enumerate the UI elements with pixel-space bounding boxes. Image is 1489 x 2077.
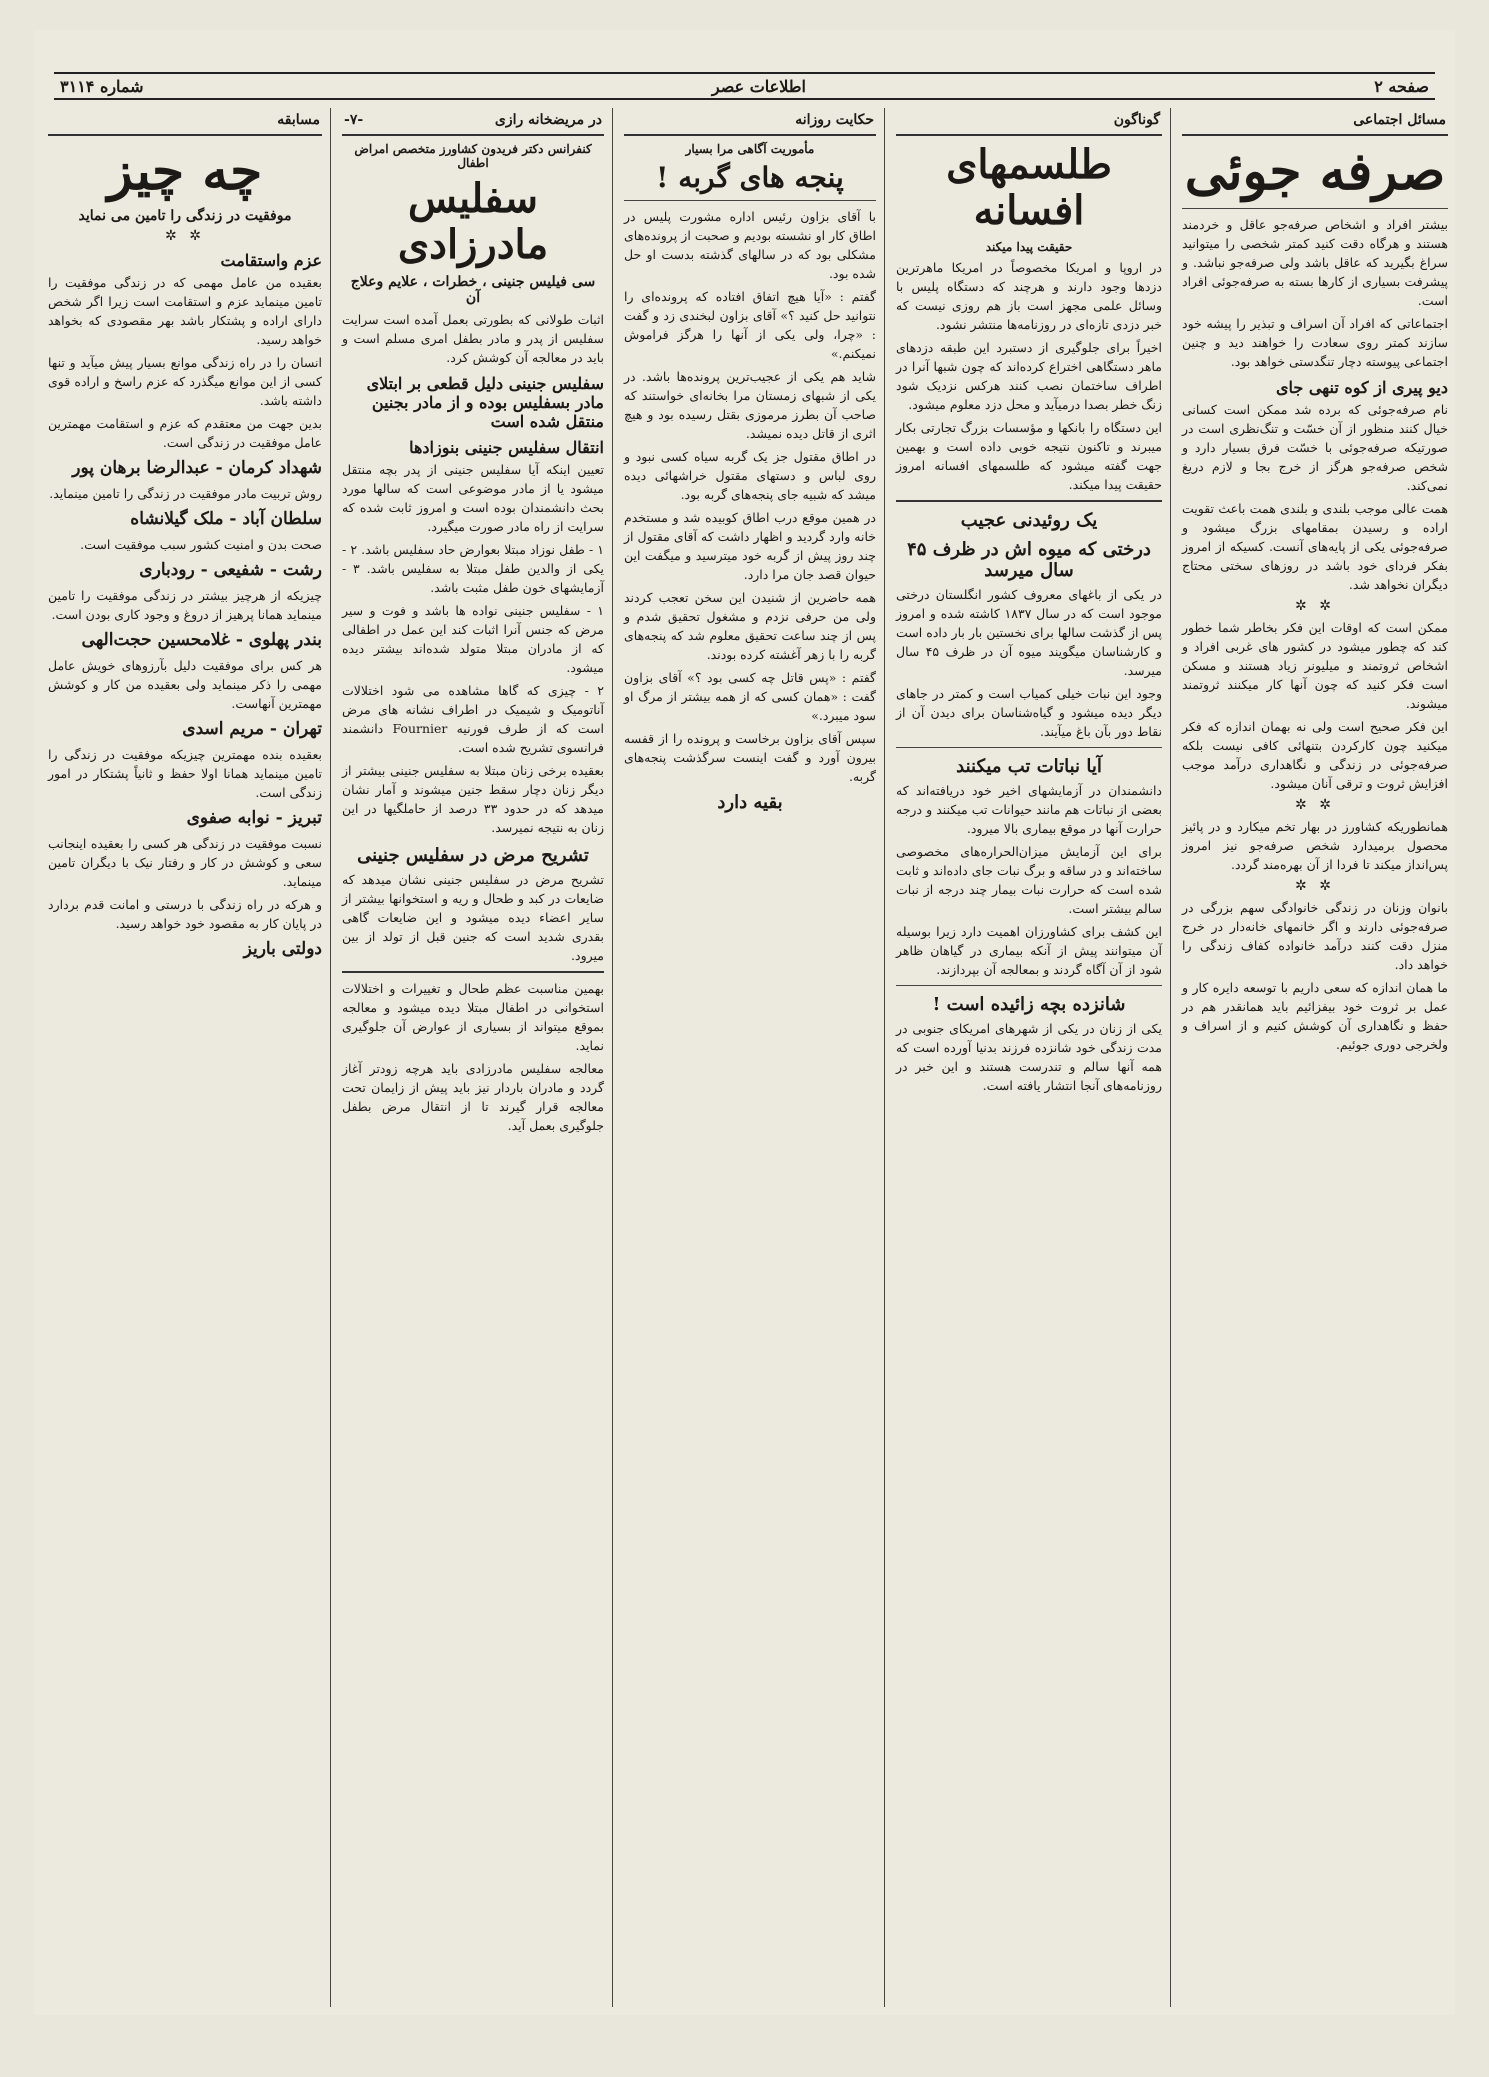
paragraph: یکی از زنان در یکی از شهرهای امریکای جنوبی در مدت زندگی خود شانزده فرزند بدنیا آورده است که همه آنها سالم و تندرست هستند و این خبر در روزنامه‌های آنجا انتشار یافته است. bbox=[896, 1021, 1162, 1093]
page-label: صفحه ۲ bbox=[1374, 76, 1429, 96]
ornament-icon: ✲ ✲ bbox=[1295, 597, 1335, 614]
ornament-icon: ✲ ✲ bbox=[1295, 796, 1335, 813]
paragraph: ما همان اندازه که سعی داریم با توسعه دایره کار و عمل بر ثروت خود بیفزائیم باید همانقدر هم در حفظ و نگاهداری آن کوشش کنیم و از اسراف و ولخرجی دوری جوئیم. bbox=[1182, 979, 1448, 1052]
paragraph: نام صرفه‌جوئی که برده شد ممکن است کسانی خیال کنند منظور از آن خسّت و تنگ‌نظری است در صورتیکه صرفه‌جوئی با خسّت فرق بسیار دارد و شخص صرفه‌جو هرگز از خرج بجا و لازم دریغ نمی‌کند. bbox=[1182, 401, 1448, 493]
paragraph: بعقیده بنده مهمترین چیزیکه موفقیت در زندگی را تامین مینماید همانا اولا حفظ و ثانیاً پشتکار در امور زندگی است. bbox=[48, 746, 322, 800]
paragraph: بعقیده برخی زنان مبتلا به سفلیس جنینی بیشتر از دیگر زنان دچار سقط جنین میشوند و آمار نشان میدهد که در حدود ۳۳ درصد از حاملگیها در این زنان به نتیجه نمیرسد. bbox=[342, 763, 604, 835]
paragraph: با آقای بزاون رئیس اداره مشورت پلیس در اطاق کار او نشسته بودیم و صحبت از پرونده‌های مشکلی بود که در سالهای گذشته بدست او حل شده بود. bbox=[624, 209, 876, 282]
contributor-name: تهران - مریم اسدی bbox=[182, 718, 322, 739]
paragraph: گفتم : «آیا هیچ اتفاق افتاده که پرونده‌ای را نتوانید حل کنید ؟» آقای بزاون لبخندی زد و گفت : «چرا، ولی یکی از آنها را هرگز فراموش نمیکنم.» bbox=[624, 289, 876, 362]
paragraph: اخیراً برای جلوگیری از دستبرد این طبقه دزدهای ماهر دستگاهی اختراع کرده‌اند که چون شبها آنرا در اطراف ساختمان نصب کنند هرکس نزدیک شود زنگ خطر بصدا درمیآید و محل دزد معلوم میشود. bbox=[896, 340, 1162, 412]
column-medical bbox=[337, 108, 609, 2009]
paragraph: چیزیکه از هرچیز بیشتر در زندگی موفقیت را تامین مینماید همانا پرهیز از دروغ و وجود کاری بودن است. bbox=[48, 587, 322, 622]
article-title: پنجه های گربه ! bbox=[656, 161, 844, 194]
subheading: یک روئیدنی عجیب bbox=[960, 510, 1098, 531]
article-title: چه چیز bbox=[107, 141, 263, 202]
contributor-name: رشت - شفیعی - رودباری bbox=[139, 559, 322, 580]
column-miscellaneous bbox=[891, 108, 1167, 2009]
continued-label: بقیه دارد bbox=[717, 792, 783, 814]
paragraph: بیشتر افراد و اشخاص صرفه‌جو عاقل و خردمند هستند و هرگاه دقت کنید کمتر شخصی را میتوانید سراغ بگیرید که عاقل باشد ولی صرفه‌جو نباشد. و پیشرفت بسیاری از کارها بسته به صرفه‌جوئی افراد است. bbox=[1182, 216, 1448, 308]
paragraph: برای این آزمایش میزان‌الحراره‌های مخصوصی ساخته‌اند و در ساقه و برگ نبات جای داده‌اند و ثابت شده است که حرارت نبات بیمار چند درجه از نبات سالم بیشتر است. bbox=[896, 844, 1162, 916]
paragraph: بعقیده من عامل مهمی که در زندگی موفقیت را تامین مینماید عزم و استقامت است زیرا اگر شخص دارای اراده و پشتکار باشد بهر مقصودی که بخواهد خواهد رسید. bbox=[48, 274, 322, 347]
article-kicker: مأموریت آگاهی مرا بسیار bbox=[685, 142, 815, 156]
section-header: مسابقه bbox=[48, 108, 322, 136]
contributor-name: دولتی باریز bbox=[243, 938, 322, 959]
paragraph: در همین موقع درب اطاق کوبیده شد و مستخدم خانه وارد گردید و اظهار داشت که آقای مقتول از چند روز پیش از گربه خود میترسید و میگفت این حیوان قصد جان مرا دارد. bbox=[624, 510, 876, 583]
paragraph: اجتماعاتی که افراد آن اسراف و تبذیر را پیشه خود سازند کمتر روی سعادت را خواهند دید و چنین اجتماعی پیوسته دچار تنگدستی خواهد بود. bbox=[1182, 315, 1448, 369]
paragraph: همت عالی موجب بلندی و بلندی همت باعث تقویت اراده و رسیدن بمقامهای بزرگ میشود و صرفه‌جوئی یکی از پایه‌های آنست. کسیکه از امروز بفکر فردای خود باشد در روزهای سختی محتاج دیگران نخواهد شد. bbox=[1182, 500, 1448, 592]
ornament-icon: ✲ ✲ bbox=[165, 227, 205, 244]
subheading: درختی که میوه اش در ظرف ۴۵ سال میرسد bbox=[907, 539, 1151, 581]
newspaper-page bbox=[34, 30, 1455, 2015]
column-daily-story bbox=[619, 108, 881, 2009]
paragraph: این دستگاه را بانکها و مؤسسات بزرگ تجارتی بکار میبرند و تاکنون نتیجه خوبی داده است و بهمین جهت گفته میشود که طلسمهای افسانه امروز حقیقت پیدا میکند. bbox=[896, 420, 1162, 492]
paragraph: بدین جهت من معتقدم که عزم و استقامت مهمترین عامل موفقیت در زندگی است. bbox=[48, 415, 322, 450]
paragraph: بهمین مناسبت عظم طحال و تغییرات و اختلالات استخوانی در اطفال مبتلا دیده میشود و معالجه بموقع میتواند از بسیاری از عوارض آن جلوگیری نماید. bbox=[342, 981, 604, 1053]
subheading: شانزده بچه زائیده است ! bbox=[932, 994, 1126, 1015]
paragraph: در اروپا و امریکا مخصوصاً در امریکا ماهرترین دزدها وجود دارند و هرچند که دستگاه پلیس با وسائل علمی مجهز است باز هم روزی نیست که خبر دزدی تازه‌ای در روزنامه‌ها منتشر نشود. bbox=[896, 260, 1162, 332]
byline: کنفرانس دکتر فریدون کشاورز متخصص امراض اطفال bbox=[354, 142, 592, 170]
paragraph: ۲ - چیزی که گاها مشاهده می شود اختلالات آناتومیک و شیمیک در اطراف نشانه های مرض است که از طرف فورنیه Fournier دانشمند فرانسوی تشریح شده است. bbox=[342, 683, 605, 755]
section-header: گوناگون bbox=[896, 108, 1162, 136]
section-title: در مریضخانه رازی bbox=[494, 112, 602, 128]
subheading: دیو پیری از کوه تنهی جای bbox=[1275, 377, 1448, 397]
paragraph: اثبات طولانی که بطورتی بعمل آمده است سرایت سفلیس از پدر و مادر بطفل امری مسلم است و باید در معالجه آن کوشش کرد. bbox=[342, 312, 604, 365]
part-number: -۷- bbox=[344, 112, 364, 128]
paragraph: این کشف برای کشاورزان اهمیت دارد زیرا بوسیله آن میتوانند پیش از آنکه بیماری در گیاهان ظاهر شود از آن آگاه گردند و بمعالجه آن بپردازند. bbox=[896, 924, 1162, 977]
ornament-icon: ✲ ✲ bbox=[1295, 877, 1335, 894]
contributor-name: تبریز - نوابه صفوی bbox=[186, 807, 322, 828]
article-subtitle: موفقیت در زندگی را تامین می نماید bbox=[78, 207, 292, 224]
paragraph: در یکی از باغهای معروف کشور انگلستان درختی موجود است که در سال ۱۸۳۷ کاشته شده و امروز پس از گذشت سالها برای نخستین بار بار داده است و کارشناسان میگویند میوه آن در ظرف ۴۵ سال میرسد. bbox=[896, 587, 1162, 678]
paragraph: ممکن است که اوقات این فکر بخاطر شما خطور کند که چطور میشود در کشور های غربی افراد و اشخاص ثروتمند و میلیونر زیاد هستند و مسکن است فکر کنید که چون آنها کار میکنند ثروتمند میشوند. bbox=[1182, 619, 1448, 711]
subheading: انتقال سفلیس جنینی بنوزادها bbox=[409, 438, 604, 457]
paragraph: همه حاضرین از شنیدن این سخن تعجب کردند ولی من حرفی نزدم و مشغول تحقیق شدم و پس از چند ساعت تحقیق معلوم شد که پنجه‌های گربه را با زهر آغشته کرده بودند. bbox=[624, 590, 876, 663]
section-header: حکایت روزانه bbox=[624, 108, 876, 136]
paragraph: ۱ - سفلیس جنینی نواده ها باشد و فوت و سیر مرض که جنس آنرا اثبات کند این عمل در اطفالی که از مادران مبتلا متولد شده‌اند بیشتر دیده میشود. bbox=[342, 603, 604, 675]
paragraph: سپس آقای بزاون برخاست و پرونده را از قفسه بیرون آورد و گفت اینست سرگذشت پنجه‌های گربه. bbox=[624, 731, 876, 785]
paragraph: روش تربیت مادر موفقیت در زندگی را تامین مینماید. bbox=[49, 485, 322, 501]
column-social-issues bbox=[1177, 108, 1453, 2009]
subheading: آیا نباتات تب میکنند bbox=[956, 756, 1102, 777]
paragraph: تعیین اینکه آیا سفلیس جنینی از پدر بچه منتقل میشود یا از مادر موضوعی است که سالها مورد بحث دانشمندان بوده است و امروز ثابت شده که سرایت از راه مادر صورت میگیرد. bbox=[342, 462, 604, 534]
contributor-name: سلطان آباد - ملک گیلانشاه bbox=[130, 508, 322, 529]
subheading: سفلیس جنینی دلیل قطعی بر ابتلای مادر بسفلیس بوده و از مادر بجنین منتقل شده است bbox=[366, 374, 604, 431]
article-title: سفلیس مادرزادی bbox=[397, 175, 549, 268]
subheading: عزم واستقامت bbox=[220, 250, 322, 270]
contributor-name: شهداد کرمان - عبدالرضا برهان پور bbox=[72, 457, 322, 478]
article-kicker: حقیقت پیدا میکند bbox=[985, 240, 1073, 254]
subheading: تشریح مرض در سفلیس جنینی bbox=[357, 845, 589, 866]
paragraph: همانطوریکه کشاورز در بهار تخم میکارد و در پائیز محصول برمیدارد شخص صرفه‌جو نیز امروز پس‌انداز میکند تا فردا از آن بهره‌مند گردد. bbox=[1182, 818, 1448, 872]
article-subtitle: سی فیلیس جنینی ، خطرات ، علایم وعلاج آن bbox=[350, 274, 596, 306]
column-contest bbox=[43, 108, 327, 2009]
paragraph: صحت بدن و امنیت کشور سبب موفقیت است. bbox=[80, 536, 322, 552]
paragraph: در اطاق مقتول جز یک گربه سیاه کسی نبود و روی لباس و دستهای مقتول خراشهائی دیده میشد که شبیه جای پنجه‌های گربه بود. bbox=[624, 449, 876, 503]
paragraph: وجود این نبات خیلی کمیاب است و کمتر در جاهای دیگر دیده میشود و گیاه‌شناسان برای دیدن آن از نقاط دور بآن باغ میآیند. bbox=[896, 686, 1162, 739]
paragraph: انسان را در راه زندگی موانع بسیار پیش میآید و تنها کسی از این موانع میگذرد که عزم راسخ و اراده قوی داشته باشد. bbox=[48, 354, 322, 408]
issue-label: شماره ۳۱۱۴ bbox=[60, 76, 144, 96]
paragraph: معالجه سفلیس مادرزادی باید هرچه زودتر آغاز گردد و مادران باردار نیز باید پیش از زایمان تحت معالجه قرار گیرند تا از انتقال مرض بطفل جلوگیری بعمل آید. bbox=[342, 1061, 604, 1133]
paragraph: شاید هم یکی از عجیب‌ترین پرونده‌ها باشد. در یکی از شبهای زمستان مرا بخانه‌ای خواستند که صاحب آن بطرز مرموزی بقتل رسیده بود و هیچ اثری از قاتل دیده نمیشد. bbox=[624, 369, 876, 442]
contributor-name: بندر پهلوی - غلامحسین حجت‌الهی bbox=[81, 629, 322, 650]
article-title: صرفه جوئی bbox=[1184, 141, 1446, 202]
paper-name: اطلاعات عصر bbox=[711, 76, 806, 96]
paragraph: و هرکه در راه زندگی با درستی و امانت قدم بردارد در پایان کار به مقصود خود خواهد رسید. bbox=[48, 896, 322, 931]
paragraph: این فکر صحیح است ولی نه بهمان اندازه که فکر میکنید چون کارکردن بتنهائی کافی نیست بلکه صرفه‌جوئی در زندگی و نگاهداری درآمد موجب افزایش ثروت و ترقی آنان میشود. bbox=[1182, 718, 1448, 791]
paragraph: هر کس برای موفقیت دلیل بآرزوهای خویش عامل مهمی را ذکر مینماید ولی بعقیده من کار و کوشش مهمترین آنهاست. bbox=[48, 657, 322, 711]
article-title: طلسمهای افسانه bbox=[946, 141, 1112, 234]
section-header: مسائل اجتماعی bbox=[1182, 108, 1448, 136]
paragraph: تشریح مرض در سفلیس جنینی نشان میدهد که ضایعات در کبد و طحال و ریه و استخوانها بیشتر از سایر اعضاء دیده میشود و این ضایعات گاهی بقدری شدید است که جنین قبل از تولد از بین میرود. bbox=[342, 872, 604, 963]
paragraph: ۱ - طفل نوزاد مبتلا بعوارض حاد سفلیس باشد. ۲ - یکی از والدین طفل مبتلا به سفلیس باشد. ۳ - آزمایشهای خون طفل مثبت باشد. bbox=[342, 542, 605, 595]
paragraph: بانوان وزنان در زندگی خانوادگی سهم بزرگی در صرفه‌جوئی دارند و اگر خانمهای خانه‌دار در خرج منزل دقت کنند درآمد خانواده کفاف زندگی را خواهد داد. bbox=[1182, 899, 1448, 972]
paragraph: نسبت موفقیت در زندگی هر کسی را بعقیده اینجانب سعی و کوشش در کار و رفتار نیک با دیگران تامین مینماید. bbox=[48, 835, 322, 889]
paragraph: گفتم : «پس قاتل چه کسی بود ؟» آقای بزاون گفت : «همان کسی که از همه بیشتر از مرگ او سود میبرد.» bbox=[624, 670, 876, 724]
paragraph: دانشمندان در آزمایشهای اخیر خود دریافته‌اند که بعضی از نباتات هم مانند حیوانات تب میکنند و درجه حرارت آنها در موقع بیماری بالا میرود. bbox=[896, 783, 1162, 836]
masthead bbox=[54, 72, 1435, 100]
section-header bbox=[342, 108, 604, 136]
